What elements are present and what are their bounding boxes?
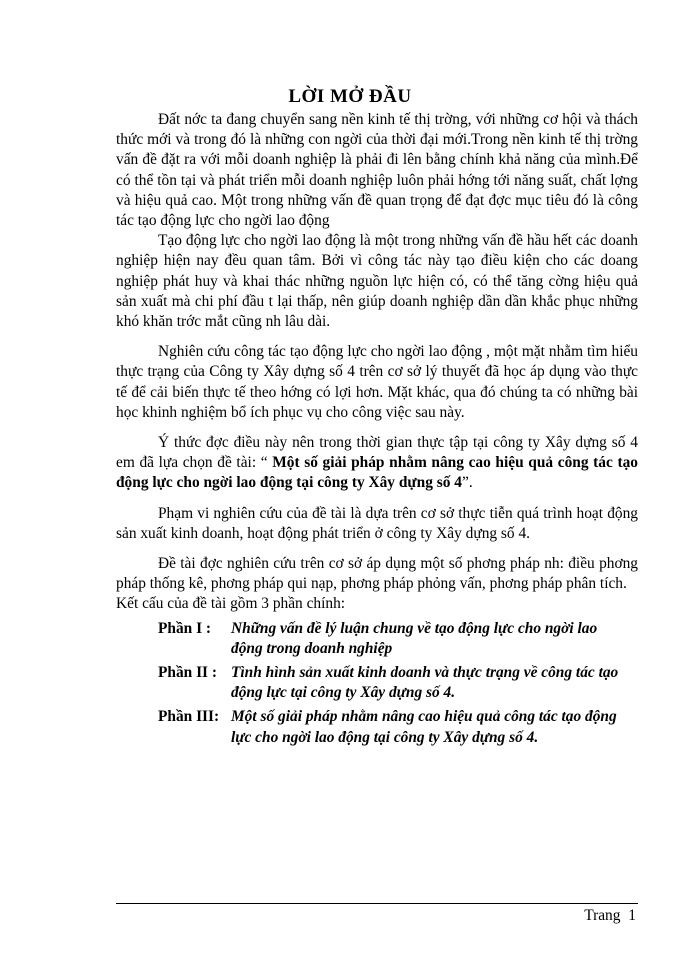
part-item	[116, 707, 638, 747]
part-label: Phần I :	[158, 619, 212, 637]
paragraph-3: Nghiên cứu công tác tạo động lực cho ngời lao động , một mặt nhằm tìm hiểu thực trạng của Công ty Xây dựng số 4 trên cơ sở lý thuyết đã học áp dụng vào thực tế để cải biến thực tế theo hớng có lợi hơn. Mặt khác, qua đó chúng ta có những bài học khinh nghiệm bổ ích phục vụ cho công việc sau này.	[116, 343, 638, 421]
paragraph-1: Đất nớc ta đang chuyển sang nền kinh tế thị trờng, với những cơ hội và thách thức mới và trong đó là những con ngời của thời đại mới.Trong nền kinh tế thị trờng vấn đề đặt ra với mỗi doanh nghiệp là phải đi lên bằng chính khả năng của mình.Để có thể tồn tại và phát triển mỗi doanh nghiệp luôn phải hớng tới năng suất, chất lợng và hiệu quả cao. Một trong những vấn đề quan trọng để đạt đợc mục tiêu đó là công tác tạo động lực cho ngời lao động	[116, 111, 638, 230]
part-text: Những vấn đề lý luận chung về tạo động lực cho ngời lao động trong doanh nghiệp	[231, 619, 598, 657]
parts-list	[116, 619, 638, 748]
page-label: Trang	[584, 907, 621, 924]
part-item	[116, 619, 638, 659]
page-footer	[580, 907, 636, 925]
part-item	[116, 663, 638, 703]
paragraph-5: Phạm vi nghiên cứu của đề tài là dựa trên cơ sở thực tiễn quá trình hoạt động sản xuất kinh doanh, hoạt động phát triển ở công ty Xây dựng số 4.	[116, 504, 638, 542]
page-title: LỜI MỞ ĐẦU	[288, 86, 412, 107]
paragraph-2: Tạo động lực cho ngời lao động là một trong những vấn đề hầu hết các doanh nghiệp hiện nay đều quan tâm. Bởi vì công tác này tạo điều kiện cho các doang nghiệp phát huy và khai thác những nguồn lực hiện có, có thể tăng cờng hiệu quả sản xuất mà chi phí đầu t lại thấp, nên giúp doanh nghiệp dần dần khắc phục những khó khăn trớc mắt cũng nh lâu dài.	[116, 232, 638, 331]
paragraph-4-end: ”.	[461, 474, 473, 492]
paragraph-4	[116, 433, 638, 494]
part-text: Tình hình sản xuất kinh doanh và thực trạng về công tác tạo động lực tại công ty Xây dựng số 4.	[231, 664, 619, 702]
document-body	[116, 110, 638, 748]
part-text: Một số giải pháp nhằm nâng cao hiệu quả công tác tạo động lực cho ngời lao động tại công ty Xây dựng số 4.	[231, 708, 617, 746]
paragraph-4-start: Ý thức đợc điều này nên trong thời gian thực tập tại công ty Xây dựng số 4 em đã lựa chọn đề tài: “	[116, 434, 638, 472]
structure-intro: Kết cấu của đề tài gồm 3 phần chính:	[116, 595, 346, 613]
paragraph-6: Đề tài đợc nghiên cứu trên cơ sở áp dụng một số phơng pháp nh: điều phơng pháp thống kê, phơng pháp qui nạp, phơng pháp phỏng vấn, phơng pháp phân tích.	[116, 555, 638, 593]
part-label: Phần II :	[158, 664, 218, 682]
part-label: Phần III:	[158, 708, 220, 726]
thesis-title: Một số giải pháp nhằm nâng cao hiệu quả công tác tạo động lực cho ngời lao động tại công ty Xây dựng số 4	[116, 454, 638, 492]
footer-divider	[116, 903, 638, 904]
page-number: 1	[628, 907, 636, 924]
